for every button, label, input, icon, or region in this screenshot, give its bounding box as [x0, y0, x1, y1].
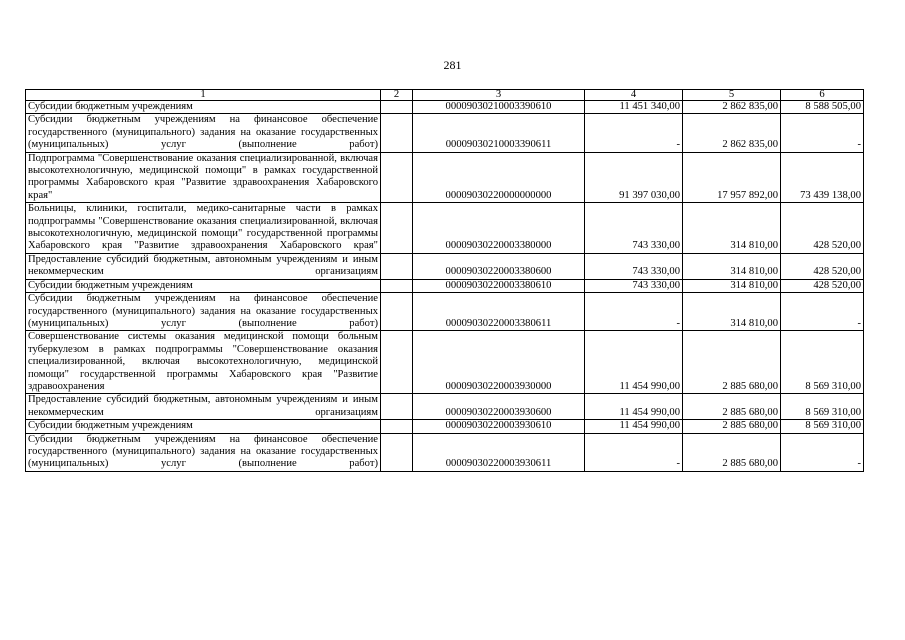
row-value-5: 2 885 680,00	[683, 331, 781, 394]
row-col2	[381, 253, 413, 279]
row-value-5: 2 862 835,00	[683, 101, 781, 114]
row-value-6: 428 520,00	[781, 203, 864, 254]
row-code: 00009030220003930600	[413, 394, 585, 420]
row-value-6: 428 520,00	[781, 279, 864, 292]
row-col2	[381, 331, 413, 394]
row-value-4: 743 330,00	[585, 253, 683, 279]
row-value-5: 2 885 680,00	[683, 394, 781, 420]
row-value-6: 428 520,00	[781, 253, 864, 279]
header-cell-6: 6	[781, 90, 864, 101]
row-col2	[381, 114, 413, 152]
row-code: 00009030220003930610	[413, 420, 585, 433]
table-row	[26, 253, 864, 279]
table-row	[26, 331, 864, 394]
table-row	[26, 114, 864, 152]
row-value-4: 11 454 990,00	[585, 331, 683, 394]
row-value-4: 743 330,00	[585, 203, 683, 254]
row-value-6: -	[781, 433, 864, 471]
header-cell-4: 4	[585, 90, 683, 101]
row-value-5: 2 885 680,00	[683, 420, 781, 433]
row-value-6: 73 439 138,00	[781, 152, 864, 203]
row-value-4: 11 451 340,00	[585, 101, 683, 114]
row-col2	[381, 420, 413, 433]
header-cell-5: 5	[683, 90, 781, 101]
row-name: Совершенствование системы оказания медицинской помощи больным туберкулезом в рамках подпрограммы "Совершенствование оказания специализированной, включая высокотехнологичную, медицинской помощи" государственной программы Хабаровского края "Развитие здравоохранения	[26, 331, 381, 394]
row-name: Подпрограмма "Совершенствование оказания специализированной, включая высокотехнологичную, медицинской помощи" в рамках государственной программы Хабаровского края "Развитие здравоохранения Хабаровского края"	[26, 152, 381, 203]
header-row	[26, 90, 864, 101]
row-name: Субсидии бюджетным учреждениям на финансовое обеспечение государственного (муниципального) задания на оказание государственных (муниципальных) услуг (выполнение работ)	[26, 433, 381, 471]
row-code: 00009030220003380610	[413, 279, 585, 292]
row-col2	[381, 279, 413, 292]
row-value-6: 8 569 310,00	[781, 331, 864, 394]
row-value-5: 2 885 680,00	[683, 433, 781, 471]
row-value-6: -	[781, 114, 864, 152]
table-row	[26, 433, 864, 471]
row-name: Субсидии бюджетным учреждениям	[26, 279, 381, 292]
row-col2	[381, 394, 413, 420]
page-number: 281	[443, 58, 462, 72]
row-col2	[381, 101, 413, 114]
row-code: 00009030210003390610	[413, 101, 585, 114]
row-value-5: 314 810,00	[683, 293, 781, 331]
table-row	[26, 152, 864, 203]
row-code: 00009030220003380000	[413, 203, 585, 254]
row-name: Субсидии бюджетным учреждениям на финансовое обеспечение государственного (муниципального) задания на оказание государственных (муниципальных) услуг (выполнение работ)	[26, 114, 381, 152]
row-value-4: 743 330,00	[585, 279, 683, 292]
row-code: 00009030220003380600	[413, 253, 585, 279]
budget-table	[25, 89, 864, 472]
row-name: Субсидии бюджетным учреждениям	[26, 420, 381, 433]
row-value-4: 11 454 990,00	[585, 420, 683, 433]
row-name: Субсидии бюджетным учреждениям	[26, 101, 381, 114]
row-value-5: 314 810,00	[683, 279, 781, 292]
table-row	[26, 420, 864, 433]
row-value-5: 314 810,00	[683, 203, 781, 254]
row-code: 00009030220000000000	[413, 152, 585, 203]
row-value-6: 8 569 310,00	[781, 394, 864, 420]
row-value-5: 2 862 835,00	[683, 114, 781, 152]
row-value-4: 91 397 030,00	[585, 152, 683, 203]
row-value-5: 17 957 892,00	[683, 152, 781, 203]
row-value-6: 8 569 310,00	[781, 420, 864, 433]
row-code: 00009030220003380611	[413, 293, 585, 331]
row-value-4: -	[585, 433, 683, 471]
header-cell-3: 3	[413, 90, 585, 101]
header-cell-1: 1	[26, 90, 381, 101]
row-value-4: -	[585, 114, 683, 152]
row-value-6: -	[781, 293, 864, 331]
table-row	[26, 203, 864, 254]
row-code: 00009030210003390611	[413, 114, 585, 152]
row-value-4: -	[585, 293, 683, 331]
row-value-6: 8 588 505,00	[781, 101, 864, 114]
row-value-4: 11 454 990,00	[585, 394, 683, 420]
row-col2	[381, 293, 413, 331]
row-col2	[381, 433, 413, 471]
table-row	[26, 394, 864, 420]
row-name: Больницы, клиники, госпитали, медико-санитарные части в рамках подпрограммы "Совершенствование оказания специализированной, включая высокотехнологичную, медицинской помощи" государственной программы Хабаровского края "Развитие здравоохранения Хабаровского края"	[26, 203, 381, 254]
row-col2	[381, 203, 413, 254]
row-col2	[381, 152, 413, 203]
header-cell-2: 2	[381, 90, 413, 101]
table-row	[26, 279, 864, 292]
row-code: 00009030220003930611	[413, 433, 585, 471]
table-row	[26, 101, 864, 114]
row-name: Предоставление субсидий бюджетным, автономным учреждениям и иным некоммерческим организациям	[26, 394, 381, 420]
table-row	[26, 293, 864, 331]
row-value-5: 314 810,00	[683, 253, 781, 279]
row-code: 00009030220003930000	[413, 331, 585, 394]
row-name: Предоставление субсидий бюджетным, автономным учреждениям и иным некоммерческим организациям	[26, 253, 381, 279]
row-name: Субсидии бюджетным учреждениям на финансовое обеспечение государственного (муниципального) задания на оказание государственных (муниципальных) услуг (выполнение работ)	[26, 293, 381, 331]
